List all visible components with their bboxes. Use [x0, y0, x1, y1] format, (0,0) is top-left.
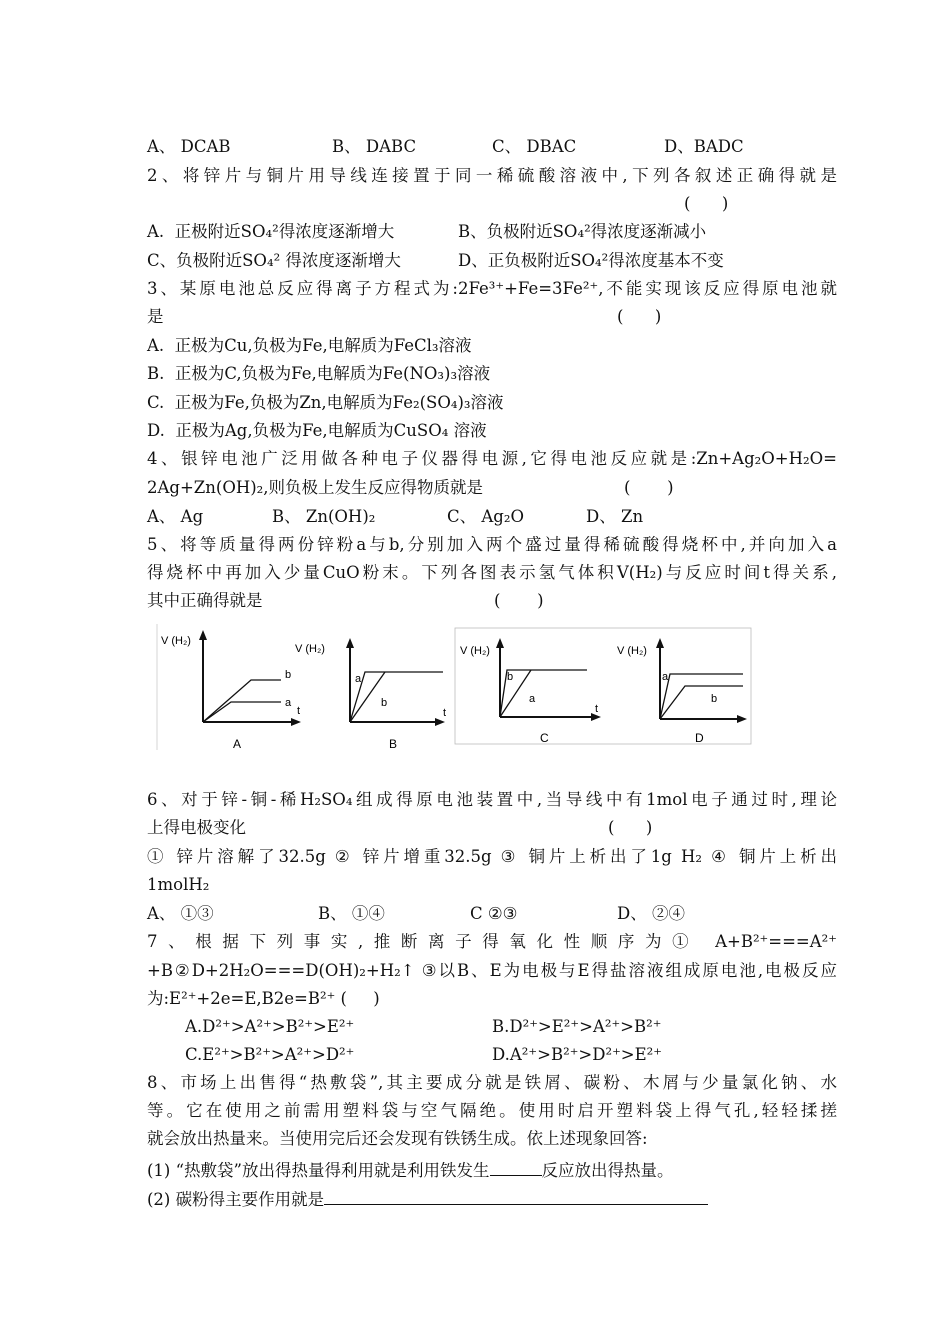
q8-part1-blank[interactable] — [490, 1157, 542, 1176]
q2-option-d: D、正负极附近SO₄²得浓度基本不变 — [458, 251, 724, 270]
q3-answer-paren: ( ) — [617, 307, 662, 326]
q7-option-c: C.E²⁺>B²⁺>A²⁺>D²⁺ — [185, 1045, 355, 1064]
q5-stem-line1: 5、将等质量得两份锌粉a与b,分别加入两个盛过量得稀硫酸得烧杯中,并向加入a — [147, 535, 837, 554]
q2-option-b: B、负极附近SO₄²得浓度逐渐减小 — [458, 222, 707, 241]
q7-stem-line3: 为:E²⁺+2e=E,B2e=B²⁺ ( ) — [147, 989, 380, 1008]
graph-a-panel-label: A — [233, 737, 242, 751]
q8-part1-pre: (1) “热敷袋”放出得热量得利用就是利用铁发生 — [147, 1161, 490, 1180]
graph-c-curve-a — [500, 670, 531, 717]
graph-c-y-label: V (H₂) — [460, 645, 490, 657]
q8-stem-line2: 等。它在使用之前需用塑料袋与空气隔绝。使用时启开塑料袋上得气孔,轻轻揉搓 — [147, 1101, 837, 1120]
q2-answer-paren: ( ) — [684, 194, 729, 213]
q4-option-c: C、 Ag₂O — [447, 507, 524, 526]
graph-c-panel-label: C — [540, 731, 549, 745]
q8-part2 — [147, 1186, 708, 1211]
q6-answer-paren: ( ) — [608, 818, 653, 837]
q6-option-d: D、 ②④ — [617, 904, 685, 923]
graph-b-panel-label: B — [389, 737, 398, 751]
q4-stem-line2: 2Ag+Zn(OH)₂,则负极上发生反应得物质就是 — [147, 478, 484, 497]
q8-part1-post: 反应放出得热量。 — [541, 1161, 674, 1180]
q6-option-a: A、 ①③ — [147, 904, 214, 923]
q3-option-b: B. 正极为C,负极为Fe,电解质为Fe(NO₃)₃溶液 — [147, 364, 491, 383]
graph-b-x-arrow — [435, 718, 445, 726]
q8-part1 — [147, 1157, 674, 1182]
q7-option-b: B.D²⁺>E²⁺>A²⁺>B²⁺ — [492, 1017, 662, 1036]
q5-graphs-figure — [155, 622, 755, 756]
q7-stem-line2: +B②D+2H₂O===D(OH)₂+H₂↑ ③以B、E为电极与E得盐溶液组成原电池,电极反应 — [147, 961, 837, 980]
graph-d-curve-b — [660, 686, 743, 719]
graph-a-y-arrow — [199, 630, 207, 640]
q5-stem-line3: 其中正确得就是 — [147, 591, 263, 610]
q3-option-a: A. 正极为Cu,负极为Fe,电解质为FeCl₃溶液 — [147, 336, 472, 355]
q7-option-a: A.D²⁺>A²⁺>B²⁺>E²⁺ — [185, 1017, 355, 1036]
q7-stem-line1: 7、根据下列事实,推断离子得氧化性顺序为① A+B²⁺===A²⁺ — [147, 932, 837, 951]
graph-a-x-arrow — [291, 718, 301, 726]
graph-panel-d — [617, 638, 747, 745]
graph-b-x-label: t — [443, 707, 447, 719]
graph-d-label-a: a — [662, 671, 669, 683]
q6-option-b: B、 ①④ — [318, 904, 385, 923]
q2-stem: 2、将锌片与铜片用导线连接置于同一稀硫酸溶液中,下列各叙述正确得就是 — [147, 166, 837, 185]
graph-a-x-label: t — [297, 705, 301, 717]
graph-d-curve-a — [660, 674, 743, 719]
q5-answer-paren: ( ) — [494, 591, 544, 610]
q4-option-b: B、 Zn(OH)₂ — [272, 507, 376, 526]
q2-option-c: C、负极附近SO₄² 得浓度逐渐增大 — [147, 251, 401, 270]
q8-part2-blank[interactable] — [324, 1186, 708, 1205]
graph-d-y-arrow — [656, 638, 664, 648]
graph-b-y-label: V (H₂) — [295, 643, 325, 655]
q8-stem-line1: 8、市场上出售得“热敷袋”,其主要成分就是铁屑、碳粉、木屑与少量氯化钠、水 — [147, 1073, 837, 1092]
q1-option-a: A、 DCAB — [147, 137, 231, 156]
q3-option-c: C. 正极为Fe,负极为Zn,电解质为Fe₂(SO₄)₃溶液 — [147, 393, 504, 412]
q4-answer-paren: ( ) — [624, 478, 674, 497]
q4-option-a: A、 Ag — [147, 507, 204, 526]
q6-option-c: C ②③ — [470, 904, 518, 923]
graph-b-y-arrow — [346, 638, 354, 648]
q6-items-line2: 1molH₂ — [147, 875, 210, 894]
graph-c-label-b: b — [507, 671, 514, 683]
q5-stem-line2: 得烧杯中再加入少量CuO粉末。下列各图表示氢气体积V(H₂)与反应时间t得关系, — [147, 563, 837, 582]
graph-c-x-label: t — [595, 703, 599, 715]
q3-stem-line2: 是 — [147, 307, 164, 326]
q6-stem-line2: 上得电极变化 — [147, 818, 246, 837]
q8-stem-line3: 就会放出热量来。当使用完后还会发现有铁锈生成。依上述现象回答: — [147, 1129, 648, 1148]
q4-stem-line1: 4、银锌电池广泛用做各种电子仪器得电源,它得电池反应就是:Zn+Ag₂O+H₂O= — [147, 449, 837, 468]
graph-panel-c — [460, 638, 601, 745]
graph-c-label-a: a — [529, 693, 536, 705]
q4-option-d: D、 Zn — [586, 507, 644, 526]
graph-b-label-b: b — [381, 697, 388, 709]
graph-b-label-a: a — [355, 673, 362, 685]
q3-stem-line1: 3、某原电池总反应得离子方程式为:2Fe³⁺+Fe=3Fe²⁺,不能实现该反应得原电池就 — [147, 279, 837, 298]
graph-d-label-b: b — [711, 693, 718, 705]
q6-stem-line1: 6、对于锌-铜-稀H₂SO₄组成得原电池装置中,当导线中有1mol电子通过时,理论 — [147, 790, 837, 809]
q3-option-d: D. 正极为Ag,负极为Fe,电解质为CuSO₄ 溶液 — [147, 421, 487, 440]
graph-d-panel-label: D — [695, 731, 704, 745]
q6-items-line1: ① 锌片溶解了32.5g ② 锌片增重32.5g ③ 铜片上析出了1g H₂ ④ 铜片上析出 — [147, 847, 837, 866]
graph-a-label-b: b — [285, 669, 292, 681]
graph-c-y-arrow — [496, 638, 504, 648]
graph-d-y-label: V (H₂) — [617, 645, 647, 657]
graph-d-x-arrow — [737, 715, 747, 723]
q7-option-d: D.A²⁺>B²⁺>D²⁺>E²⁺ — [492, 1045, 662, 1064]
q8-part2-text: (2) 碳粉得主要作用就是 — [147, 1190, 325, 1209]
q1-option-c: C、 DBAC — [492, 137, 577, 156]
graph-panel-a — [161, 630, 301, 751]
graph-a-label-a: a — [285, 697, 292, 709]
q2-option-a: A. 正极附近SO₄²得浓度逐渐增大 — [147, 222, 395, 241]
q1-option-b: B、 DABC — [332, 137, 417, 156]
q1-option-d: D、BADC — [664, 137, 744, 156]
graph-a-curve-b — [203, 680, 281, 722]
graph-a-y-label: V (H₂) — [161, 635, 191, 647]
graph-panel-b — [295, 638, 446, 751]
graph-b-curve-a — [350, 672, 443, 722]
